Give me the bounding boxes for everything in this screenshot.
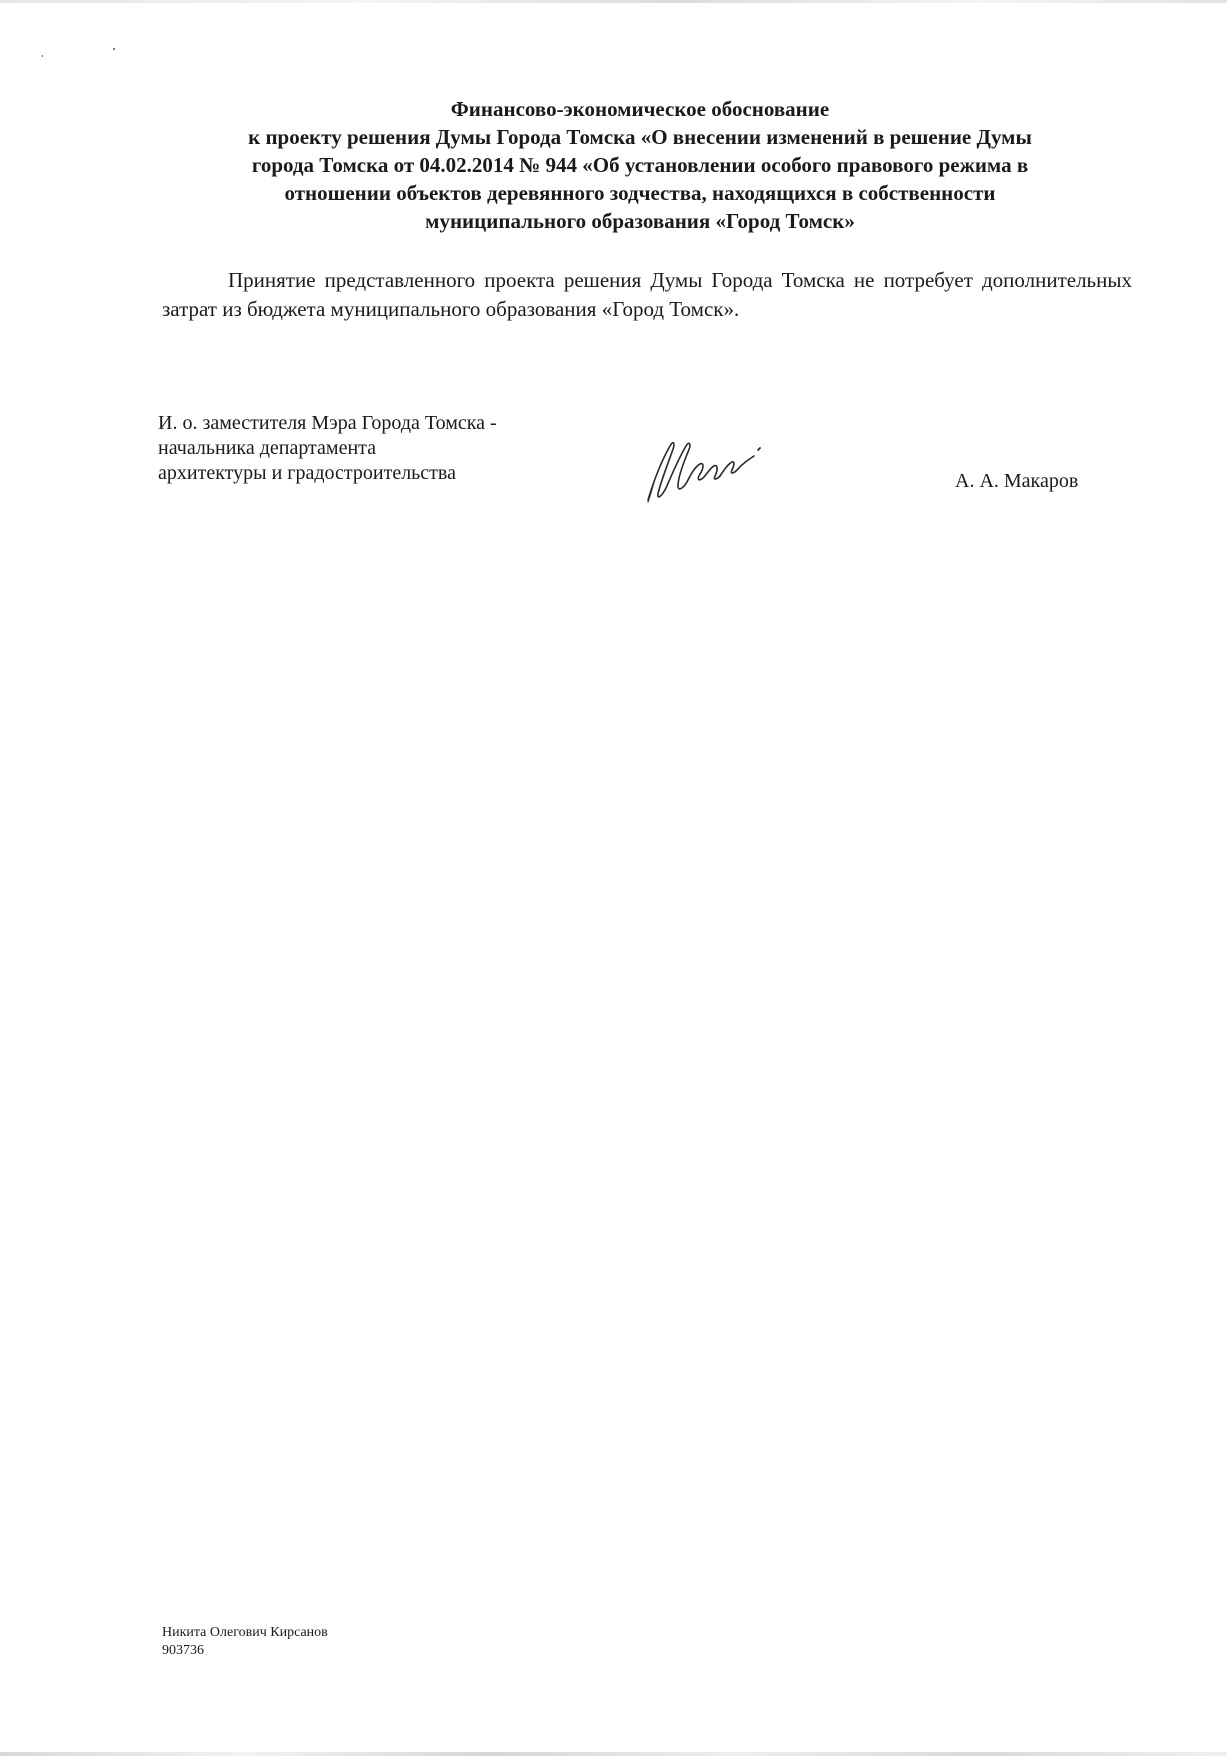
- scan-speck: [42, 55, 43, 57]
- scan-edge-top: [0, 0, 1227, 3]
- title-line: к проекту решения Думы Города Томска «О внесении изменений в решение Думы: [248, 125, 1032, 149]
- body-paragraph: Принятие представленного проекта решения Думы Города Томска не потребует дополнительных затрат из бюджета муниципального образования «Город Томск».: [162, 268, 1132, 321]
- signer-position-line: архитектуры и градостроительства: [158, 462, 456, 484]
- handwritten-signature: [640, 430, 820, 505]
- scan-speck: [113, 48, 115, 50]
- signer-name: А. А. Макаров: [955, 470, 1079, 492]
- document-title: [150, 95, 1130, 235]
- executor-name: Никита Олегович Кирсанов: [162, 1625, 328, 1640]
- scan-edge-bottom: [0, 1752, 1227, 1756]
- title-line: Финансово-экономическое обоснование: [450, 97, 830, 121]
- executor-phone: 903736: [162, 1643, 204, 1658]
- signer-position-line: начальника департамента: [158, 437, 377, 459]
- title-line: отношении объектов деревянного зодчества, находящихся в собственности: [284, 181, 996, 205]
- signer-position: [158, 411, 497, 486]
- title-line: муниципального образования «Город Томск»: [425, 209, 855, 233]
- executor-info: [162, 1624, 328, 1660]
- body-paragraph-block: [162, 266, 1132, 324]
- title-line: города Томска от 04.02.2014 № 944 «Об установлении особого правового режима в: [251, 153, 1029, 177]
- signer-position-line: И. о. заместителя Мэра Города Томска -: [158, 412, 497, 434]
